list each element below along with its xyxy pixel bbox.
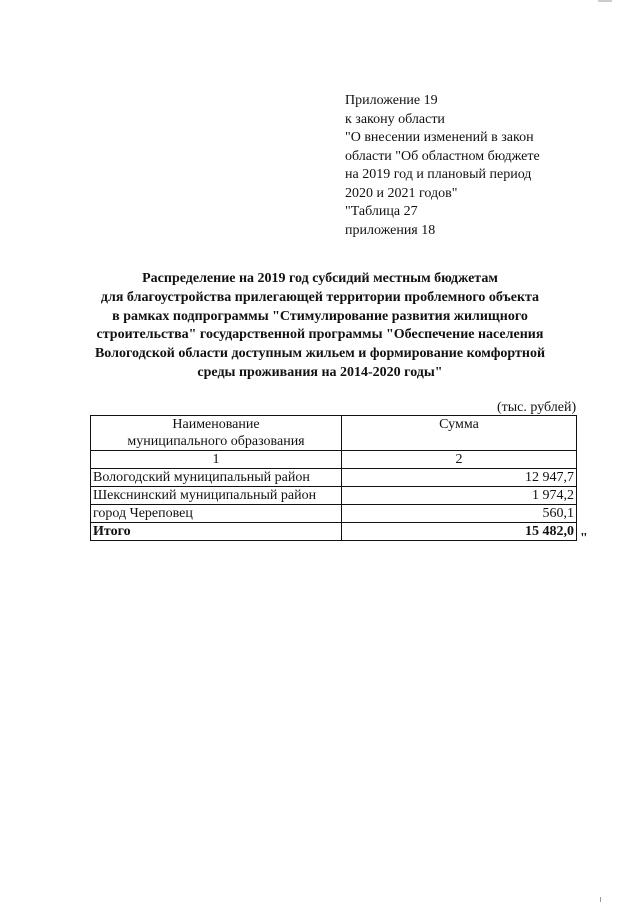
amount-value: 1 974,2 <box>342 487 577 505</box>
title-line: строительства" государственной программы "Обеспечение населения <box>96 327 544 343</box>
column-number-row <box>91 451 577 469</box>
amount-value: 560,1 <box>342 505 577 523</box>
appendix-line: на 2019 год и плановый период <box>345 167 532 182</box>
municipality-name: город Череповец <box>91 505 342 523</box>
total-amount: 15 482,0 <box>342 523 577 541</box>
appendix-line: Приложение 19 <box>345 93 438 108</box>
amount-value: 12 947,7 <box>342 469 577 487</box>
appendix-line: к закону области <box>345 111 445 127</box>
title-line: для благоустройства прилегающей территории проблемного объекта <box>100 289 540 305</box>
appendix-line: приложения 18 <box>345 222 436 238</box>
municipality-name: Шекснинский муниципальный район <box>91 487 342 505</box>
column-number: 1 <box>91 451 342 469</box>
title-line: среды проживания на 2014-2020 годы" <box>197 364 443 380</box>
municipality-name: Вологодский муниципальный район <box>91 469 342 487</box>
scan-artifact-top <box>598 0 612 2</box>
table-row <box>91 487 577 505</box>
appendix-line: области "Об областном бюджете <box>345 148 540 164</box>
table-header-row <box>91 416 577 451</box>
header-municipality-line1: Наименование <box>172 417 260 432</box>
appendix-header <box>345 92 540 240</box>
column-number: 2 <box>342 451 577 469</box>
total-row <box>91 523 577 541</box>
title-line: Распределение на 2019 год субсидий местным бюджетам <box>142 271 498 286</box>
appendix-line: "Таблица 27 <box>345 204 418 219</box>
table-row <box>91 505 577 523</box>
scan-artifact-bottom <box>600 897 601 902</box>
table-row <box>91 469 577 487</box>
title-line: в рамках подпрограммы "Стимулирование развития жилищного <box>112 308 528 324</box>
closing-quote: " <box>580 531 588 546</box>
document-title <box>60 270 580 383</box>
header-municipality-line2: муниципального образования <box>127 434 305 449</box>
header-municipality <box>91 416 342 451</box>
appendix-line: "О внесении изменений в закон <box>345 130 534 145</box>
subsidy-table <box>90 415 577 541</box>
title-line: Вологодской области доступным жильем и формирование комфортной <box>94 346 546 362</box>
total-label: Итого <box>91 523 342 541</box>
header-amount: Сумма <box>342 416 577 451</box>
appendix-line: 2020 и 2021 годов" <box>345 185 458 201</box>
units-label: (тыс. рублей) <box>497 400 577 415</box>
